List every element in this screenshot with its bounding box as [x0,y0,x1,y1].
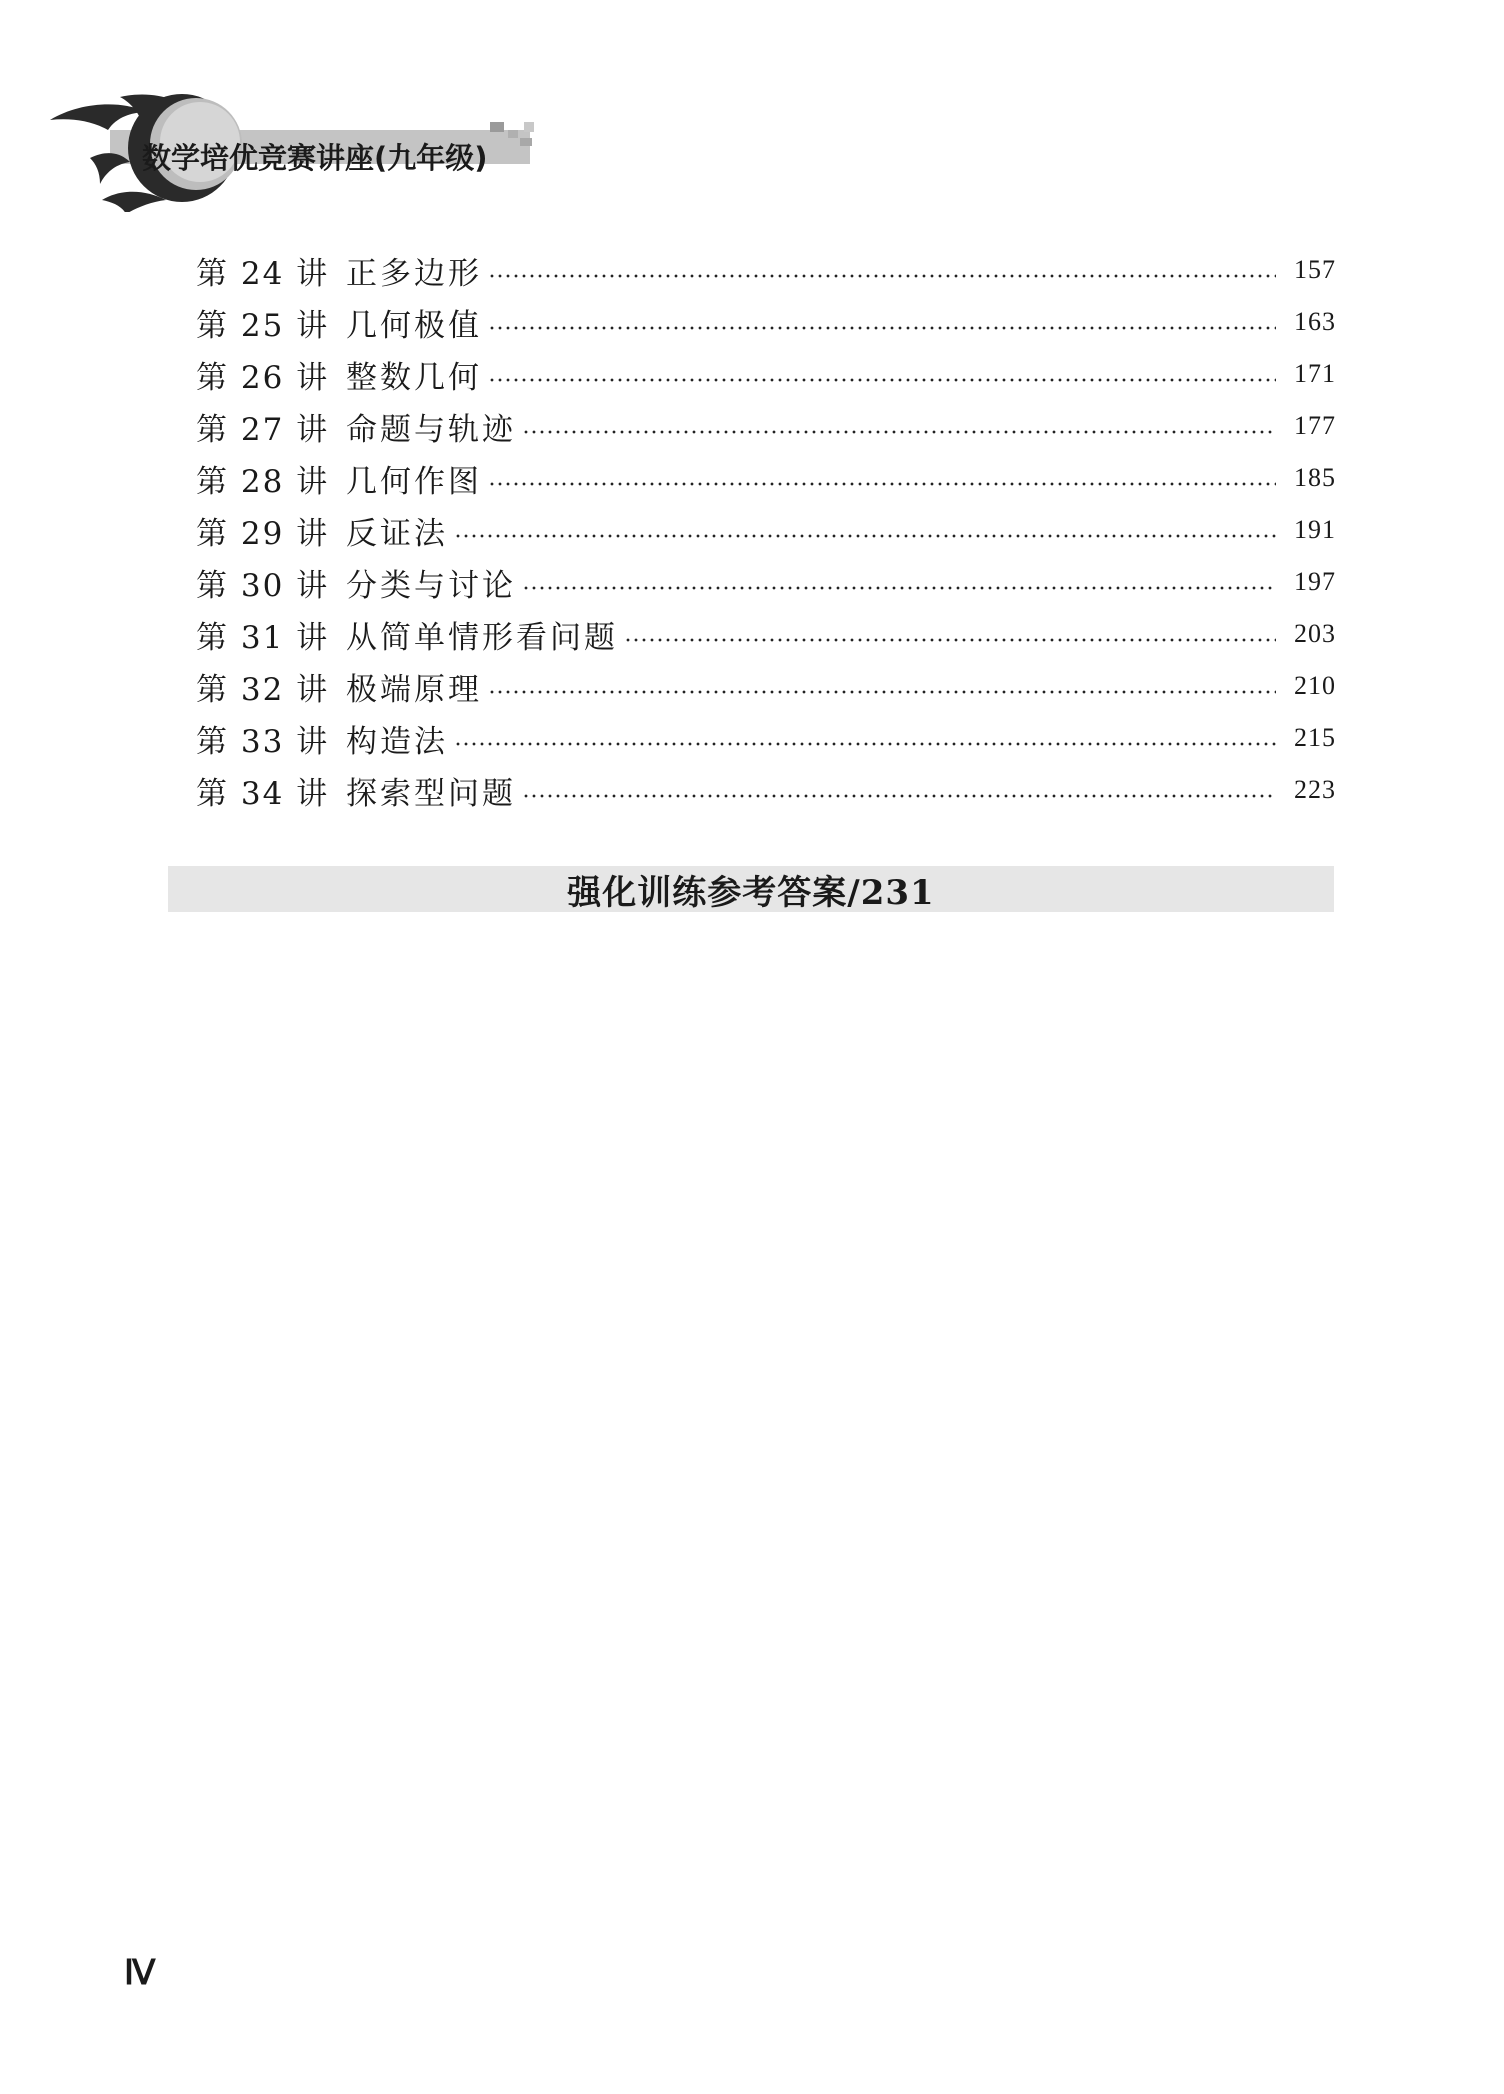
dot-leader [454,534,1276,538]
toc-row[interactable] [196,608,1336,660]
page-number: 163 [1294,307,1336,336]
lecture-title: 从简单情形看问题 [346,619,618,656]
lecture-title: 整数几何 [346,359,482,396]
book-title: 数学培优竞赛讲座(九年级) [142,141,488,175]
lecture-title: 分类与讨论 [346,567,516,604]
lecture-number: 第 34 讲 [196,775,330,812]
toc-row[interactable] [196,556,1336,608]
lecture-number: 第 26 讲 [196,359,330,396]
dot-leader [624,638,1276,642]
dot-leader [488,326,1276,330]
dot-leader [454,742,1276,746]
toc-row[interactable] [196,712,1336,764]
dot-leader [522,794,1276,798]
toc-row[interactable] [196,660,1336,712]
lecture-title: 极端原理 [346,671,482,708]
lecture-title: 探索型问题 [346,775,516,812]
page-number: 177 [1294,411,1336,440]
toc-row[interactable] [196,296,1336,348]
lecture-title: 命题与轨迹 [346,411,516,448]
lecture-number: 第 30 讲 [196,567,330,604]
dot-leader [522,430,1276,434]
page-number: 171 [1294,359,1336,388]
dot-leader [522,586,1276,590]
lecture-number: 第 29 讲 [196,515,330,552]
page-number: 157 [1294,255,1336,284]
page-number: 191 [1294,515,1336,544]
lecture-number: 第 33 讲 [196,723,330,760]
lecture-title: 几何作图 [346,463,482,500]
lecture-number: 第 32 讲 [196,671,330,708]
lecture-number: 第 31 讲 [196,619,330,656]
toc-row[interactable] [196,452,1336,504]
toc-row[interactable] [196,504,1336,556]
answers-label: 强化训练参考答案/231 [567,872,935,913]
toc-row[interactable] [196,400,1336,452]
table-of-contents [196,244,1336,816]
toc-row[interactable] [196,244,1336,296]
lecture-number: 第 24 讲 [196,255,330,292]
page-number: 223 [1294,775,1336,804]
page-number: 210 [1294,671,1336,700]
lecture-number: 第 28 讲 [196,463,330,500]
page-number: 215 [1294,723,1336,752]
page-number: 185 [1294,463,1336,492]
lecture-title: 正多边形 [346,255,482,292]
lecture-title: 反证法 [346,515,448,552]
lecture-title: 几何极值 [346,307,482,344]
book-header [50,92,550,212]
toc-row[interactable] [196,764,1336,816]
dot-leader [488,378,1276,382]
lecture-title: 构造法 [346,723,448,760]
toc-row[interactable] [196,348,1336,400]
page-number: 197 [1294,567,1336,596]
page-number: 203 [1294,619,1336,648]
answers-banner[interactable] [168,866,1334,912]
dot-leader [488,690,1276,694]
page-number-roman: Ⅳ [124,1955,154,1992]
dot-leader [488,274,1276,278]
lecture-number: 第 27 讲 [196,411,330,448]
dot-leader [488,482,1276,486]
lecture-number: 第 25 讲 [196,307,330,344]
